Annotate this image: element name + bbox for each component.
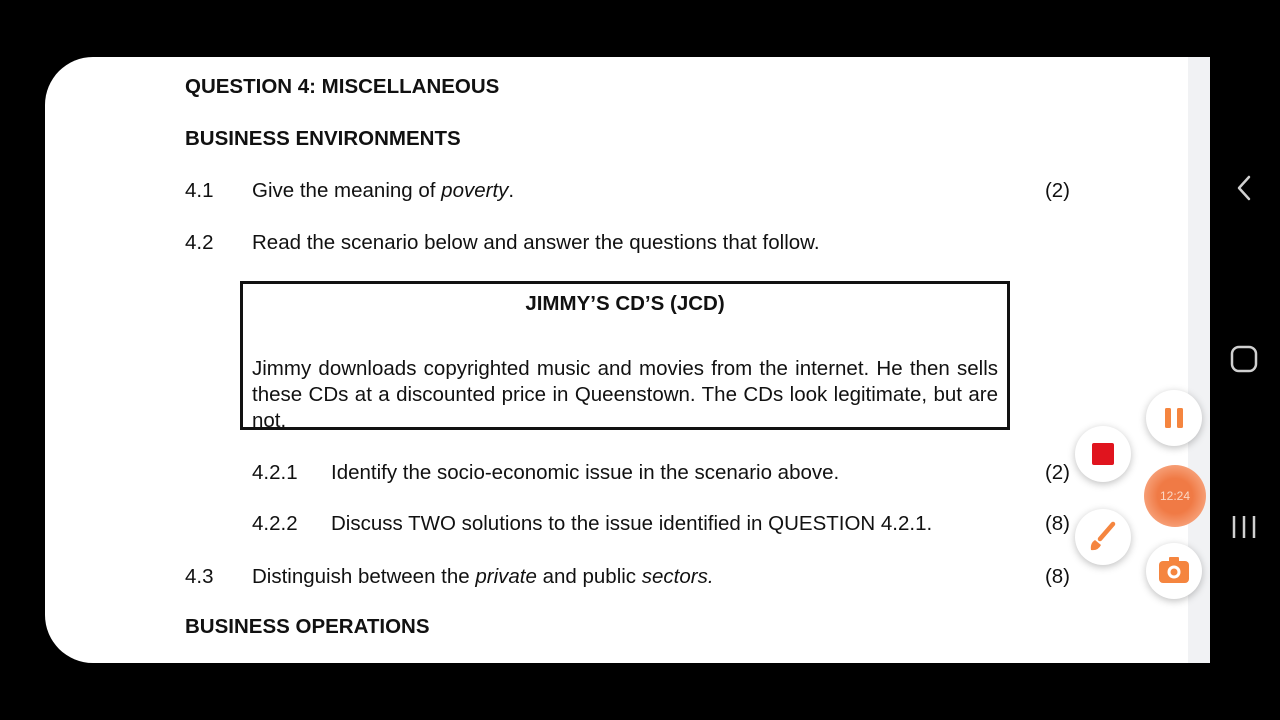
question-number-4-2-2: 4.2.2	[252, 512, 298, 535]
stop-icon	[1075, 426, 1131, 482]
scenario-body: Jimmy downloads copyrighted music and movies from the internet. He then sells these CDs at a discounted price in Queenstown. The CDs look legitimate, but are not.	[252, 357, 998, 432]
question-text-4-2-2: Discuss TWO solutions to the issue identified in QUESTION 4.2.1.	[331, 512, 933, 535]
document-viewer[interactable]	[45, 57, 1210, 663]
stop-button[interactable]	[1075, 426, 1131, 482]
q43-text-before: Distinguish between the	[252, 565, 476, 588]
q41-text-italic: poverty	[441, 179, 509, 202]
question-heading: QUESTION 4: MISCELLANEOUS	[185, 75, 500, 98]
pause-icon	[1146, 390, 1202, 446]
brush-button[interactable]	[1075, 509, 1131, 565]
back-button[interactable]	[1232, 174, 1258, 202]
marks-4-2-2: (8)	[1044, 512, 1070, 535]
q43-text-middle: and public	[536, 565, 642, 588]
scenario-box	[240, 281, 1010, 430]
question-text-4-2: Read the scenario below and answer the questions that follow.	[252, 231, 820, 254]
pause-button[interactable]	[1146, 390, 1202, 446]
home-icon	[1228, 343, 1260, 375]
question-text-4-2-1: Identify the socio-economic issue in the scenario above.	[331, 461, 840, 484]
recent-apps-button[interactable]	[1230, 512, 1258, 542]
home-button[interactable]	[1228, 343, 1260, 375]
q41-text-before: Give the meaning of	[252, 179, 442, 202]
recording-timer[interactable]: 12:24	[1144, 465, 1206, 527]
question-number-4-1: 4.1	[185, 179, 214, 202]
marks-4-2-1: (2)	[1044, 461, 1070, 484]
question-text-4-3	[252, 565, 714, 589]
question-number-4-2-1: 4.2.1	[252, 461, 298, 484]
recent-apps-icon	[1230, 512, 1258, 542]
brush-icon	[1075, 509, 1131, 565]
q43-text-italic-sectors: sectors.	[641, 565, 714, 588]
question-number-4-2: 4.2	[185, 231, 214, 254]
section-heading-business-operations: BUSINESS OPERATIONS	[185, 615, 430, 638]
marks-4-1: (2)	[1044, 179, 1070, 202]
marks-4-3: (8)	[1044, 565, 1070, 588]
q43-text-italic-private: private	[475, 565, 537, 588]
q41-text-after: .	[508, 179, 515, 202]
back-icon	[1232, 174, 1258, 202]
screenshot-camera-icon	[1146, 543, 1202, 599]
question-text-4-1	[252, 179, 514, 203]
scenario-title: JIMMY’S CD’S (JCD)	[525, 292, 725, 315]
question-number-4-3: 4.3	[185, 565, 214, 588]
screenshot-button[interactable]	[1146, 543, 1202, 599]
section-heading-business-environments: BUSINESS ENVIRONMENTS	[185, 127, 461, 150]
